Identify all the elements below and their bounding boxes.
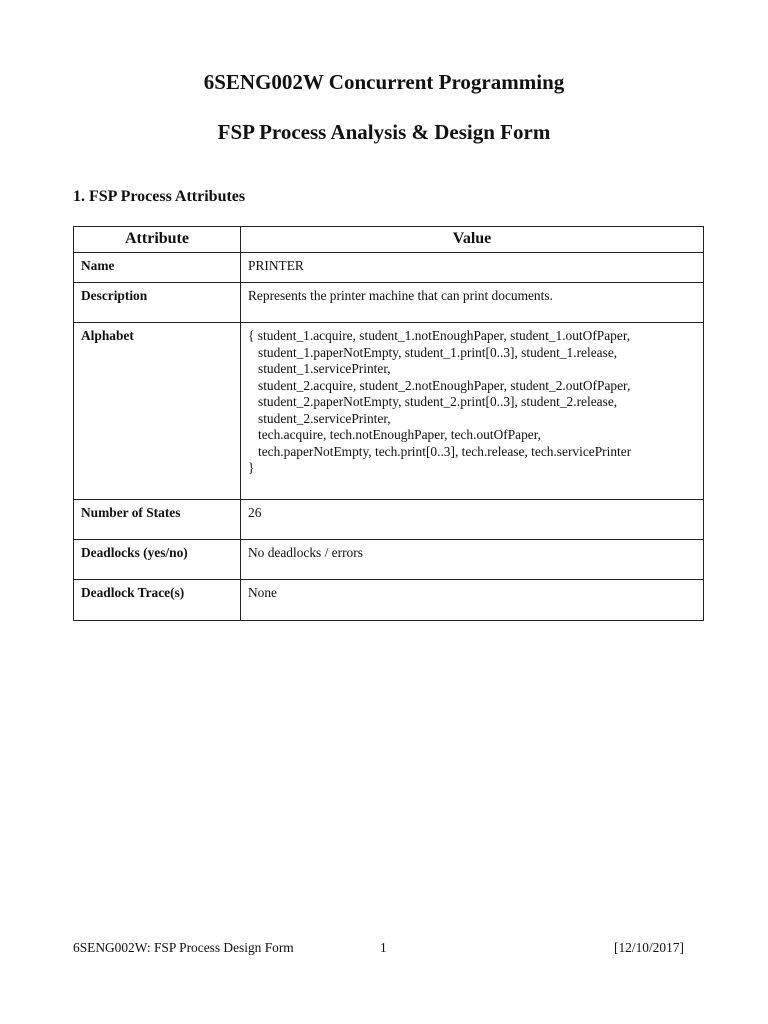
attribute-label: Deadlocks (yes/no) <box>74 540 241 580</box>
alphabet-line: student_2.acquire, student_2.notEnoughPaper, student_2.outOfPaper, <box>258 377 631 393</box>
value-column-header: Value <box>241 227 704 253</box>
table-row-deadlocks <box>74 540 704 580</box>
table-row-description <box>74 283 704 323</box>
alphabet-line: { student_1.acquire, student_1.notEnoughPaper, student_1.outOfPaper, <box>248 328 631 343</box>
form-title: FSP Process Analysis & Design Form <box>217 120 551 144</box>
attribute-label: Number of States <box>74 500 241 540</box>
table-row-alphabet <box>74 323 704 500</box>
attribute-value: None <box>241 580 704 621</box>
footer-date: [12/10/2017] <box>614 940 684 955</box>
section-heading: 1. FSP Process Attributes <box>73 188 246 205</box>
attribute-value: 26 <box>241 500 704 540</box>
table-header-row <box>74 227 704 253</box>
table-row-number-of-states <box>74 500 704 540</box>
alphabet-line: student_2.servicePrinter, <box>258 410 391 426</box>
alphabet-value <box>241 323 704 500</box>
table-row-deadlock-traces <box>74 580 704 621</box>
attribute-value: PRINTER <box>241 253 704 283</box>
attribute-label: Name <box>74 253 241 283</box>
process-attributes-table <box>73 226 704 621</box>
alphabet-line: } <box>248 460 255 475</box>
alphabet-line: student_1.paperNotEmpty, student_1.print[0..3], student_1.release, <box>258 344 618 360</box>
footer-document-name: 6SENG002W: FSP Process Design Form <box>73 940 294 955</box>
attribute-column-header: Attribute <box>74 227 241 253</box>
attribute-label: Alphabet <box>74 323 241 500</box>
attribute-value: No deadlocks / errors <box>241 540 704 580</box>
attribute-value: Represents the printer machine that can print documents. <box>241 283 704 323</box>
course-title: 6SENG002W Concurrent Programming <box>203 70 565 94</box>
footer-page-number: 1 <box>380 940 387 955</box>
table-row-name <box>74 253 704 283</box>
alphabet-line: tech.acquire, tech.notEnoughPaper, tech.outOfPaper, <box>258 427 542 442</box>
attribute-label: Description <box>74 283 241 323</box>
alphabet-line: tech.paperNotEmpty, tech.print[0..3], tech.release, tech.servicePrinter <box>258 443 632 459</box>
attribute-label: Deadlock Trace(s) <box>74 580 241 621</box>
alphabet-line: student_1.servicePrinter, <box>258 361 391 376</box>
alphabet-line: student_2.paperNotEmpty, student_2.print[0..3], student_2.release, <box>258 394 618 409</box>
